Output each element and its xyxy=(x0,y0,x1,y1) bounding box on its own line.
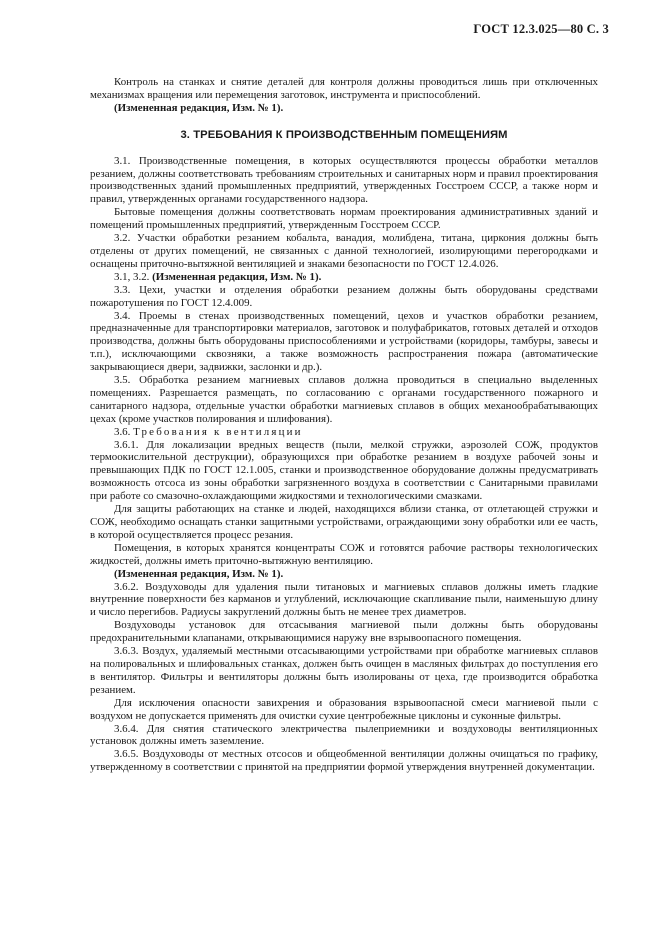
amendment-note: (Измененная редакция, Изм. № 1). xyxy=(114,567,284,580)
clause-number: 3.6. xyxy=(114,425,131,438)
clause-3-6-3: 3.6.3. Воздух, удаляемый местными отсасывающими устройствами при обработке магниевых сплавов на полировальных и шлифовальных станках, должен быть очищен в масляных фильтрах до поступления его в вентилятор. Фильтры и вентиляторы должны быть изолированы от цеха, где производится обработка резанием. xyxy=(90,645,598,696)
clause-3-6-3-paragraph-2: Для исключения опасности завихрения и образования взрывоопасной смеси магниевой пыли с воздухом не допускается применять для очистки сухие центробежные циклоны и суконные фильтры. xyxy=(90,696,598,722)
clause-3-6-1-paragraph-3: Помещения, в которых хранятся концентраты СОЖ и готовятся рабочие растворы технологических жидкостей, должны иметь приточно-вытяжную вентиляцию. xyxy=(90,541,598,567)
clause-3-5: 3.5. Обработка резанием магниевых сплавов должна проводиться в специально выделенных помещениях. Разрешается размещать, по согласованию с органами государственного пожарного и санитарного надзора, отдельные участки обработки магниевых сплавов в общих механообрабатывающих цехах (кроме участков полирования и шлифования). xyxy=(90,374,598,425)
clause-3-1-3-2-note xyxy=(90,271,598,284)
subsection-title: Требования к вентиляции xyxy=(133,425,303,438)
clause-3-6 xyxy=(90,426,598,439)
document-body xyxy=(90,76,598,774)
clause-3-6-4: 3.6.4. Для снятия статического электричества пылеприемники и воздуховоды вентиляционных установок должны иметь заземление. xyxy=(90,722,598,748)
section-title: 3. ТРЕБОВАНИЯ К ПРОИЗВОДСТВЕННЫМ ПОМЕЩЕНИЯМ xyxy=(180,128,508,141)
amendment-note: (Измененная редакция, Изм. № 1). xyxy=(114,101,284,114)
clause-3-6-2: 3.6.2. Воздуховоды для удаления пыли титановых и магниевых сплавов должны иметь гладкие внутренние поверхности без карманов и углублений, исключающие скапливание пыли, наименьшую длину и число перегибов. Радиусы закруглений должны быть не менее трех диаметров. xyxy=(90,580,598,619)
clause-3-2: 3.2. Участки обработки резанием кобальта, ванадия, молибдена, титана, циркония должны быть отделены от других помещений, не связанных с данной технологией, изолирующими перегородками и оснащены приточно-вытяжной вентиляцией и знаками безопасности по ГОСТ 12.4.026. xyxy=(90,232,598,270)
clause-3-6-2-paragraph-2: Воздуховоды установок для отсасывания магниевой пыли должны быть оборудованы предохранительными клапанами, открывающимися наружу вне взрывоопасного помещения. xyxy=(90,619,598,645)
clause-3-6-1-paragraph-2: Для защиты работающих на станке и людей, находящихся вблизи станка, от отлетающей стружки и СОЖ, необходимо оснащать станки защитными устройствами, ограждающими зону обработки или ее часть, в которой осуществляется процесс резания. xyxy=(90,503,598,541)
clause-3-3: 3.3. Цехи, участки и отделения обработки резанием должны быть оборудованы средствами пожаротушения по ГОСТ 12.4.009. xyxy=(90,283,598,309)
clause-3-6-5: 3.6.5. Воздуховоды от местных отсосов и общеобменной вентиляции должны очищаться по графику, утвержденному в соответствии с принятой на предприятии формой утверждения внутренней документации. xyxy=(90,748,598,774)
clause-3-1: 3.1. Производственные помещения, в которых осуществляются процессы обработки металлов резанием, должны соответствовать требованиям строительных и санитарных норм и правил проектирования производственных зданий промышленных предприятий, утвержденных Госстроем СССР, а также норм и правил, утвержденных органами государственного надзора. xyxy=(90,154,598,206)
page-header: ГОСТ 12.3.025—80 С. 3 xyxy=(473,22,609,36)
amendment-note: (Измененная редакция, Изм. № 1). xyxy=(152,270,322,283)
clause-3-4: 3.4. Проемы в стенах производственных помещений, цехов и участков обработки резанием, предназначенные для транспортировки материалов, заготовок и полуфабрикатов, готовых деталей и отходов производства, должны быть оборудованы приспособлениями и устройствами (коридоры, тамбуры, завесы и т.п.), исключающими сквозняки, а также возможность распространения пожара (автоматические закрывающиеся двери, задвижки, заслонки и др.). xyxy=(90,309,598,374)
clause-numbers: 3.1, 3.2. xyxy=(114,270,150,283)
clause-3-6-1: 3.6.1. Для локализации вредных веществ (пыли, мелкой стружки, аэрозолей СОЖ, продуктов термоокислительной деструкции), образующихся при обработке резанием в воздухе рабочей зоны и превышающих ПДК по ГОСТ 12.1.005, станки и производственное оборудование должны предусматривать возможность отсоса из зоны обработки загрязненного воздуха в соответствии с Санитарными правилами при работе со смазочно-охлаждающими жидкостями и технологическими смазками. xyxy=(90,438,598,503)
clause-3-1-paragraph-2: Бытовые помещения должны соответствовать нормам проектирования административных зданий и помещений промышленных предприятий, утвержденным Госстроем СССР. xyxy=(90,206,598,232)
intro-paragraph: Контроль на станках и снятие деталей для контроля должны проводиться лишь при отключенных механизмах вращения или перемещения заготовок, инструмента и приспособлений. xyxy=(90,76,598,101)
